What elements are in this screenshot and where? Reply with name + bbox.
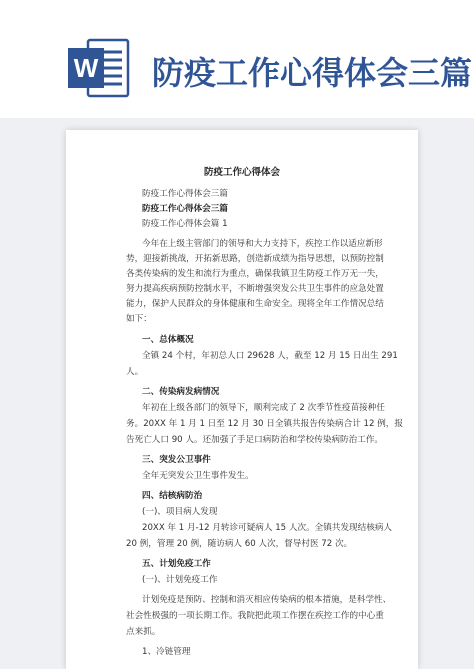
paragraph-line: 20XX 年 1 月-12 月转诊可疑病人 15 人次。全镇共发现结核病人 <box>142 523 393 533</box>
subtitle-line: 防疫工作心得体会三篇 <box>142 204 228 214</box>
section-heading: 五、计划免疫工作 <box>142 559 211 569</box>
word-document-icon <box>68 38 130 98</box>
paragraph-line: 势，迎接新挑战，开拓新思路，创造新成绩为指导思想，以预防控制 <box>126 254 384 264</box>
paragraph-line: 20 例，管理 20 例，随访病人 60 人次，督导村医 72 次。 <box>126 539 353 549</box>
paragraph-line: 告死亡人口 90 人。还加强了手足口病防治和学校传染病防治工作。 <box>126 435 384 445</box>
paragraph-line: 全镇 24 个村，年初总人口 29628 人，截至 12 月 15 日出生 291 <box>142 351 398 361</box>
section-heading: 三、突发公卫事件 <box>142 455 211 465</box>
banner <box>0 0 474 118</box>
text-line: 防疫工作心得体会篇 1 <box>142 219 228 229</box>
word-icon-letter: W <box>73 53 99 83</box>
paragraph-line: 能力，保护人民群众的身体健康和生命安全。现将全年工作情况总结 <box>126 299 384 309</box>
document-title: 防疫工作心得体会 <box>203 167 280 178</box>
paragraph-line: 全年无突发公卫生事件发生。 <box>142 471 254 481</box>
paragraph-line: 1、冷链管理 <box>142 647 191 657</box>
text-line: 防疫工作心得体会三篇 <box>142 189 228 199</box>
section-heading: 二、传染病发病情况 <box>142 387 220 397</box>
paragraph-line: 努力提高疾病预防控制水平，不断增强突发公共卫生事件的应急处置 <box>126 284 384 294</box>
paragraph-line: 各类传染病的发生和流行为重点，确保我镇卫生防疫工作万无一失， <box>126 269 384 279</box>
section-heading: 四、结核病防治 <box>142 491 203 501</box>
paragraph-line: 点来抓。 <box>126 627 161 637</box>
paragraph-line: (一)、项目病人发现 <box>142 507 218 517</box>
paragraph-line: 计划免疫是预防、控制和消灭相应传染病的根本措施，是科学性、 <box>142 595 392 605</box>
paragraph-line: 社会性极强的一项长期工作。我院把此项工作摆在疾控工作的中心重 <box>126 611 384 621</box>
paragraph-line: 如下： <box>126 314 152 324</box>
section-heading: 一、总体概况 <box>142 335 194 345</box>
paragraph-line: 务。20XX 年 1 月 1 日至 12 月 30 日全镇共报告传染病合计 12 例，报 <box>126 419 403 429</box>
paragraph-line: (一)、计划免疫工作 <box>142 575 218 585</box>
paragraph-line: 今年在上级主管部门的领导和大力支持下，疾控工作以适应新形 <box>142 239 383 249</box>
banner-title: 防疫工作心得体会三篇 <box>152 54 473 92</box>
paragraph-line: 人。 <box>126 367 144 377</box>
paragraph-line: 年初在上级各部门的领导下，顺利完成了 2 次季节性疫苗接种任 <box>142 403 385 413</box>
document-page <box>66 130 418 669</box>
